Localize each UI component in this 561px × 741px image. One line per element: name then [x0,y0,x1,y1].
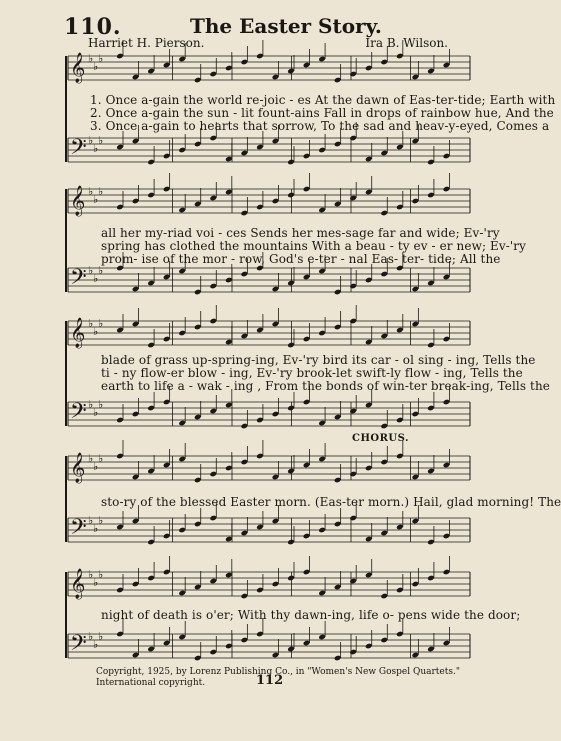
bass-clef-icon: 𝄢 [70,515,87,545]
lyric-line: all her my-riad voi - ces Sends her mes-sage far and wide; Ev-'ry [101,226,500,240]
flat-icon: ♭ [93,325,99,338]
hymn-number: 110. [64,14,122,40]
copyright-line: Copyright, 1925, by Lorenz Publishing Co., in "Women's New Gospel Quartets." [96,667,460,677]
lyricist-credit: Harriet H. Pierson. [88,36,205,50]
treble-clef-icon: 𝄞 [70,569,86,599]
flat-icon: ♭ [98,630,104,643]
flat-icon: ♭ [88,514,94,527]
flat-icon: ♭ [93,272,99,285]
flat-icon: ♭ [88,185,94,198]
lyric-line: earth to life a - wak - ing , From the bonds of win-ter break-ing, Tells the [101,379,550,393]
flat-icon: ♭ [93,638,99,651]
lyric-line: ti - ny flow-er blow - ing, Ev-'ry brook-let swift-ly flow - ing, Tells the [101,366,523,380]
flat-icon: ♭ [88,317,94,330]
flat-icon: ♭ [93,406,99,419]
treble-clef-icon: 𝄞 [70,53,86,83]
flat-icon: ♭ [93,522,99,535]
flat-icon: ♭ [88,630,94,643]
flat-icon: ♭ [88,52,94,65]
lyric-line: sto-ry of the blessed Easter morn. (Eas-ter morn.) Hail, glad morning! The [101,495,561,509]
composer-credit: Ira B. Wilson. [365,36,448,50]
international-copyright-line: International copyright. [96,678,206,688]
flat-icon: ♭ [88,134,94,147]
flat-icon: ♭ [93,576,99,589]
flat-icon: ♭ [98,52,104,65]
flat-icon: ♭ [98,568,104,581]
bass-clef-icon: 𝄢 [70,265,87,295]
flat-icon: ♭ [98,317,104,330]
flat-icon: ♭ [98,134,104,147]
lyric-line: 3. Once a-gain to hearts that sorrow, To the sad and heav-y-eyed, Comes a [90,119,550,133]
flat-icon: ♭ [98,185,104,198]
flat-icon: ♭ [98,452,104,465]
flat-icon: ♭ [98,514,104,527]
bass-clef-icon: 𝄢 [70,399,87,429]
flat-icon: ♭ [98,398,104,411]
flat-icon: ♭ [93,193,99,206]
lyric-line: spring has clothed the mountains With a beau - ty ev - er new; Ev-'ry [101,239,527,253]
flat-icon: ♭ [88,398,94,411]
flat-icon: ♭ [88,568,94,581]
flat-icon: ♭ [98,264,104,277]
flat-icon: ♭ [88,264,94,277]
lyric-line: prom- ise of the mor - row, God's e-ter - nal Eas- ter- tide; All the [101,252,501,266]
lyric-line: 1. Once a-gain the world re-joic - es At the dawn of Eas-ter-tide; Earth with [90,93,556,107]
page-number: 112 [256,673,284,688]
treble-clef-icon: 𝄞 [70,186,86,216]
lyric-line: blade of grass up-spring-ing, Ev-'ry bird its car - ol sing - ing, Tells the [101,353,536,367]
lyric-line: night of death is o'er; With thy dawn-ing, life o- pens wide the door; [101,608,521,622]
bass-clef-icon: 𝄢 [70,631,87,661]
flat-icon: ♭ [88,452,94,465]
chorus-label: CHORUS. [352,433,409,444]
flat-icon: ♭ [93,60,99,73]
hymn-title: The Easter Story. [190,14,382,38]
flat-icon: ♭ [93,460,99,473]
bass-clef-icon: 𝄢 [70,135,87,165]
treble-clef-icon: 𝄞 [70,453,86,483]
treble-clef-icon: 𝄞 [70,318,86,348]
flat-icon: ♭ [93,142,99,155]
lyric-line: 2. Once a-gain the sun - lit fount-ains Fall in drops of rainbow hue, And the [90,106,554,120]
